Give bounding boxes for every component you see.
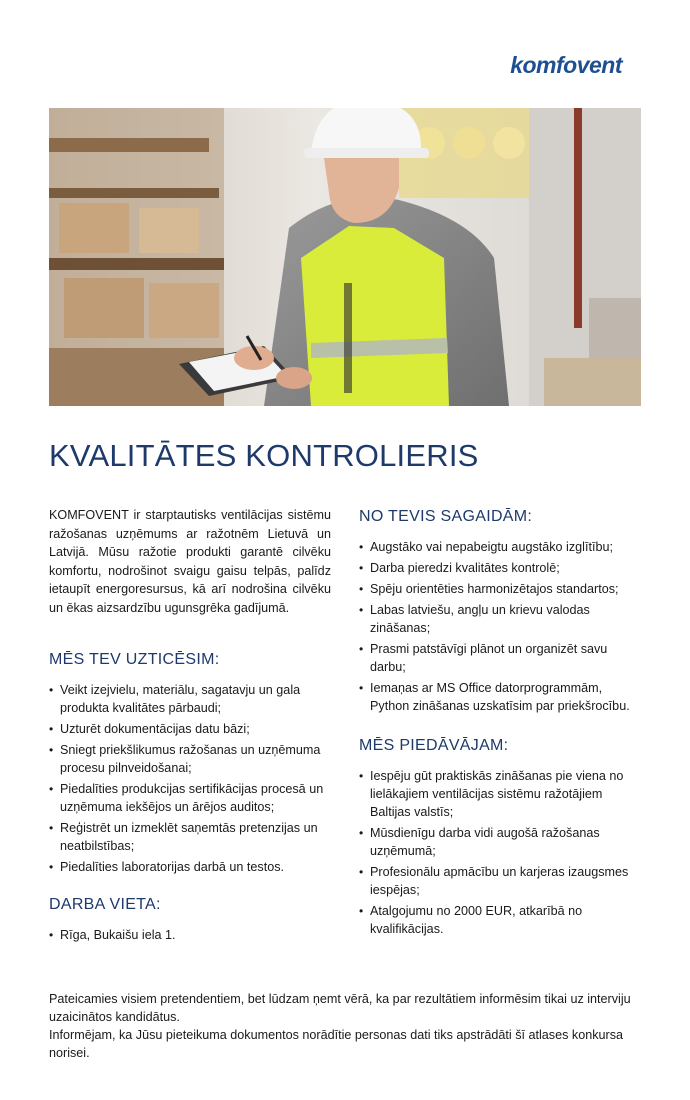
list-item: • Reģistrēt un izmeklēt saņemtās pretenzijas un neatbilstības; xyxy=(49,819,331,855)
requirements-list xyxy=(359,538,641,715)
workplace-heading: DARBA VIETA: xyxy=(49,896,161,913)
offer-list xyxy=(359,767,641,938)
right-column xyxy=(359,508,641,941)
list-item: • Piedalīties produkcijas sertifikācijas procesā un uzņēmuma iekšējos un ārējos auditos; xyxy=(49,780,331,816)
list-item: • Uzturēt dokumentācijas datu bāzi; xyxy=(49,720,331,738)
list-item: • Spēju orientēties harmonizētajos standartos; xyxy=(359,580,641,598)
offer-section xyxy=(359,737,641,938)
workplace-section xyxy=(49,896,331,944)
hero-photo-quality-inspector xyxy=(49,108,641,406)
footer-note xyxy=(49,990,641,1062)
company-intro: KOMFOVENT ir starptautisks ventilācijas sistēmu ražošanas uzņēmums ar ražotnēm Lietuvā un Latvijā. Mūsu ražotie produkti garantē cilvēku komfortu, nodrošinot svaigu gaisu telpās, palīdz ietaupīt energoresursus, kā arī nodrošina cilvēku un ēkas aizsardzību ugunsgrēka gadījumā. xyxy=(49,508,331,615)
list-item: • Prasmi patstāvīgi plānot un organizēt savu darbu; xyxy=(359,640,641,676)
list-item: • Sniegt priekšlikumus ražošanas un uzņēmuma procesu pilnveidošanai; xyxy=(49,741,331,777)
page-title: KVALITĀTES KONTROLIERIS xyxy=(49,438,479,473)
list-item: • Veikt izejvielu, materiālu, sagatavju un gala produkta kvalitātes pārbaudi; xyxy=(49,681,331,717)
left-column xyxy=(49,506,331,947)
footer-line-privacy: Informējam, ka Jūsu pieteikuma dokumentos norādītie personas dati tiks apstrādāti šī atlases konkursa norisei. xyxy=(49,1028,624,1060)
responsibilities-list xyxy=(49,681,331,876)
list-item: • Labas latviešu, angļu un krievu valodas zināšanas; xyxy=(359,601,641,637)
responsibilities-heading: MĒS TEV UZTICĒSIM: xyxy=(49,651,220,668)
list-item: • Mūsdienīgu darba vidi augošā ražošanas uzņēmumā; xyxy=(359,824,641,860)
list-item: • Darba pieredzi kvalitātes kontrolē; xyxy=(359,559,641,577)
list-item: • Atalgojumu no 2000 EUR, atkarībā no kvalifikācijas. xyxy=(359,902,641,938)
list-item: • Piedalīties laboratorijas darbā un testos. xyxy=(49,858,331,876)
list-item: • Iemaņas ar MS Office datorprogrammām, Python zināšanas uzskatīsim par priekšrocību. xyxy=(359,679,641,715)
list-item: • Rīga, Bukaišu iela 1. xyxy=(49,926,331,944)
komfovent-logo: komfovent xyxy=(510,52,622,78)
list-item: • Iespēju gūt praktiskās zināšanas pie viena no lielākajiem ventilācijas sistēmu ražotājiem Baltijas valstīs; xyxy=(359,767,641,821)
footer-line-candidates: Pateicamies visiem pretendentiem, bet lūdzam ņemt vērā, ka par rezultātiem informēsim tikai uz interviju uzaicinātos kandidātus. xyxy=(49,992,631,1024)
responsibilities-section xyxy=(49,651,331,876)
offer-heading: MĒS PIEDĀVĀJAM: xyxy=(359,737,509,754)
requirements-heading: NO TEVIS SAGAIDĀM: xyxy=(359,508,533,525)
list-item: • Profesionālu apmācību un karjeras izaugsmes iespējas; xyxy=(359,863,641,899)
workplace-list xyxy=(49,926,331,944)
requirements-section xyxy=(359,508,641,715)
list-item: • Augstāko vai nepabeigtu augstāko izglītību; xyxy=(359,538,641,556)
